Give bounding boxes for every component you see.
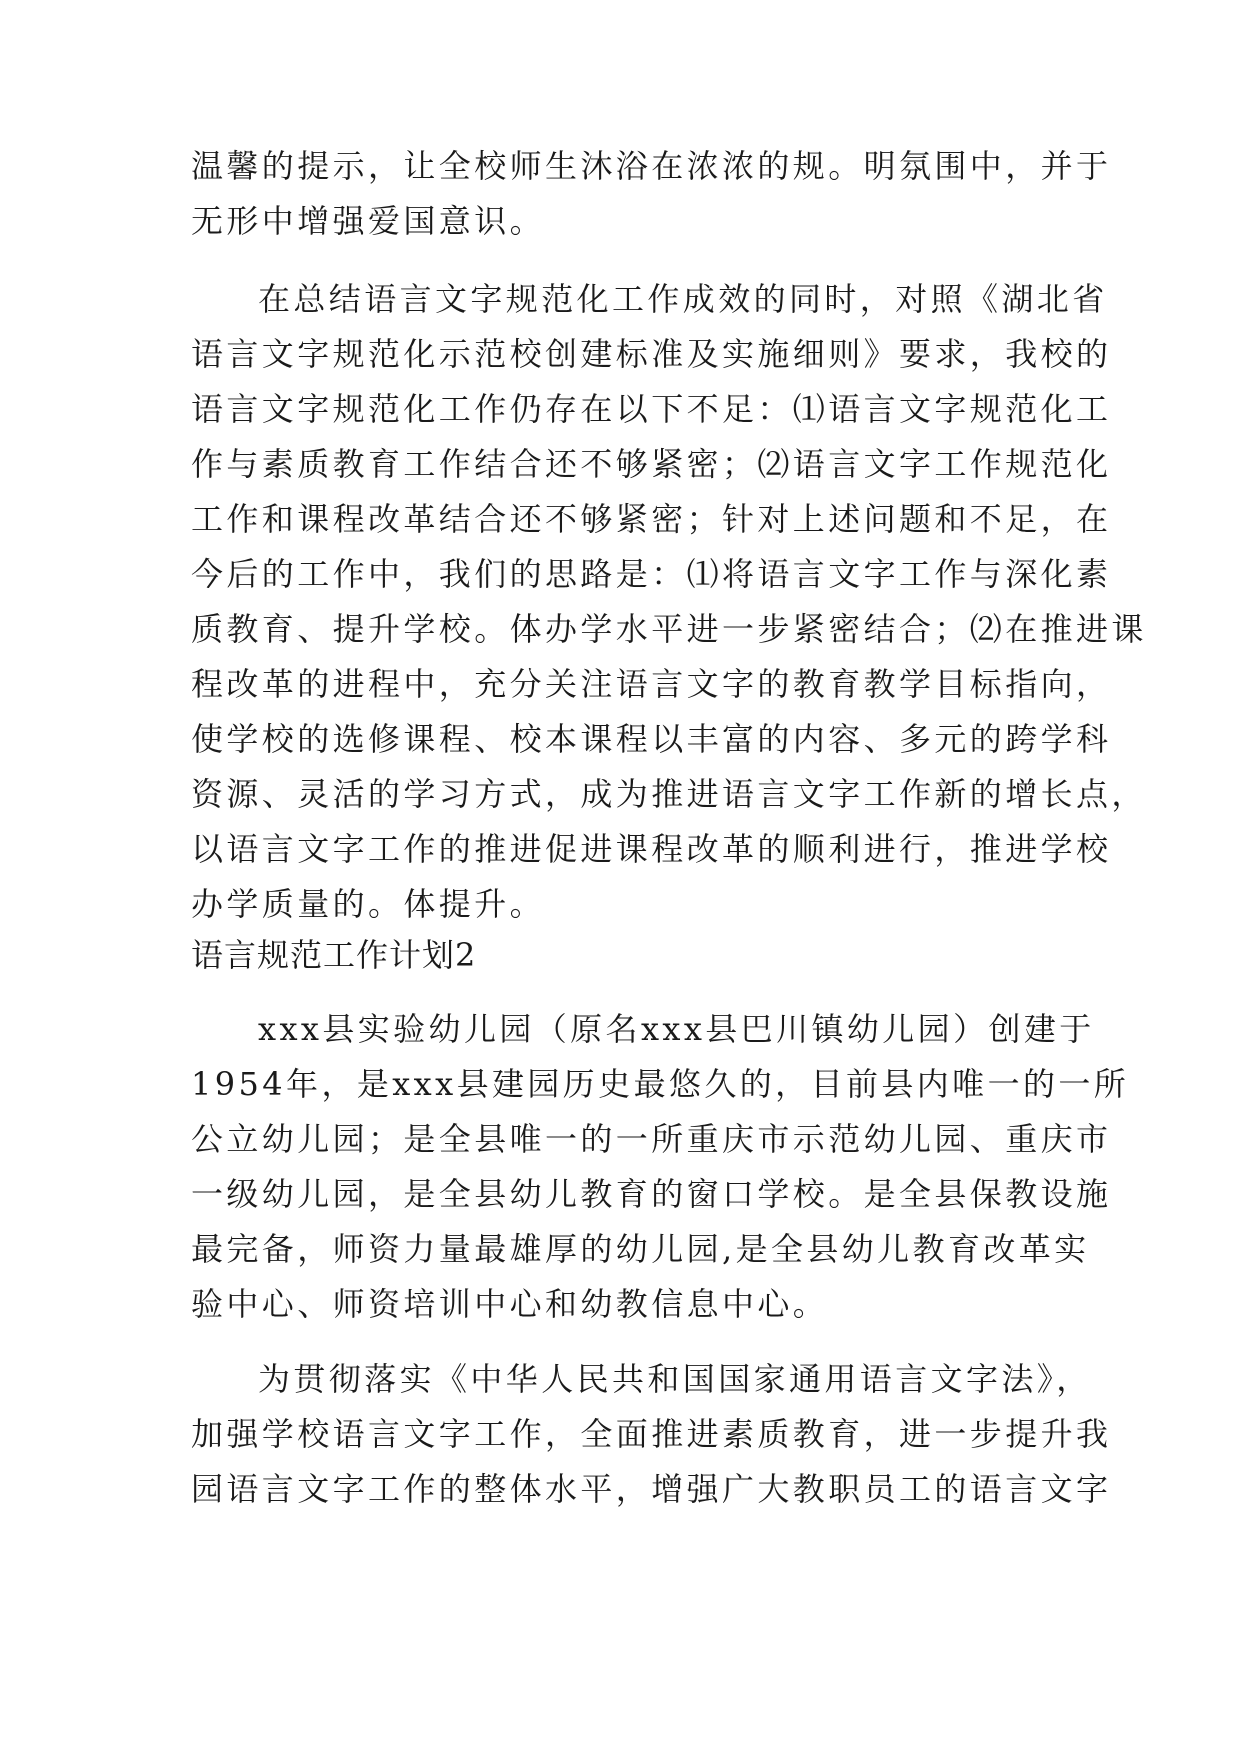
paragraph-line: 加强学校语言文字工作，全面推进素质教育，进一步提升我 [191, 1415, 1112, 1453]
paragraph-line: 验中心、师资培训中心和幼教信息中心。 [191, 1285, 829, 1323]
paragraph-line: xxx县实验幼儿园（原名xxx县巴川镇幼儿园）创建于 [258, 1010, 1095, 1048]
paragraph-line: 作与素质教育工作结合还不够紧密；⑵语言文字工作规范化 [191, 445, 1112, 483]
paragraph-line: 1954年，是xxx县建园历史最悠久的，目前县内唯一的一所 [191, 1065, 1130, 1103]
paragraph-line: 公立幼儿园；是全县唯一的一所重庆市示范幼儿园、重庆市 [191, 1120, 1112, 1158]
paragraph-line: 以语言文字工作的推进促进课程改革的顺利进行，推进学校 [191, 830, 1112, 868]
paragraph-line: 语言文字规范化工作仍存在以下不足：⑴语言文字规范化工 [191, 390, 1112, 428]
paragraph-line: 质教育、提升学校。体办学水平进一步紧密结合；⑵在推进课 [191, 610, 1147, 648]
paragraph-line: 园语言文字工作的整体水平，增强广大教职员工的语言文字 [191, 1470, 1112, 1508]
paragraph-line: 温馨的提示，让全校师生沐浴在浓浓的规。明氛围中，并于 [191, 147, 1112, 185]
paragraph-line: 为贯彻落实《中华人民共和国国家通用语言文字法》， [258, 1360, 1092, 1398]
paragraph-line: 程改革的进程中，充分关注语言文字的教育教学目标指向， [191, 665, 1112, 703]
paragraph-line: 最完备，师资力量最雄厚的幼儿园,是全县幼儿教育改革实 [191, 1230, 1090, 1268]
section-heading: 语言规范工作计划2 [191, 936, 477, 974]
paragraph-line: 办学质量的。体提升。 [191, 885, 546, 923]
paragraph-line: 今后的工作中，我们的思路是：⑴将语言文字工作与深化素 [191, 555, 1112, 593]
paragraph-line: 使学校的选修课程、校本课程以丰富的内容、多元的跨学科 [191, 720, 1112, 758]
paragraph-line: 在总结语言文字规范化工作成效的同时，对照《湖北省 [258, 280, 1108, 318]
paragraph-line: 语言文字规范化示范校创建标准及实施细则》要求，我校的 [191, 335, 1112, 373]
paragraph-line: 一级幼儿园，是全县幼儿教育的窗口学校。是全县保教设施 [191, 1175, 1112, 1213]
paragraph-line: 资源、灵活的学习方式，成为推进语言文字工作新的增长点， [191, 775, 1147, 813]
paragraph-line: 工作和课程改革结合还不够紧密；针对上述问题和不足，在 [191, 500, 1112, 538]
paragraph-line: 无形中增强爱国意识。 [191, 202, 546, 240]
